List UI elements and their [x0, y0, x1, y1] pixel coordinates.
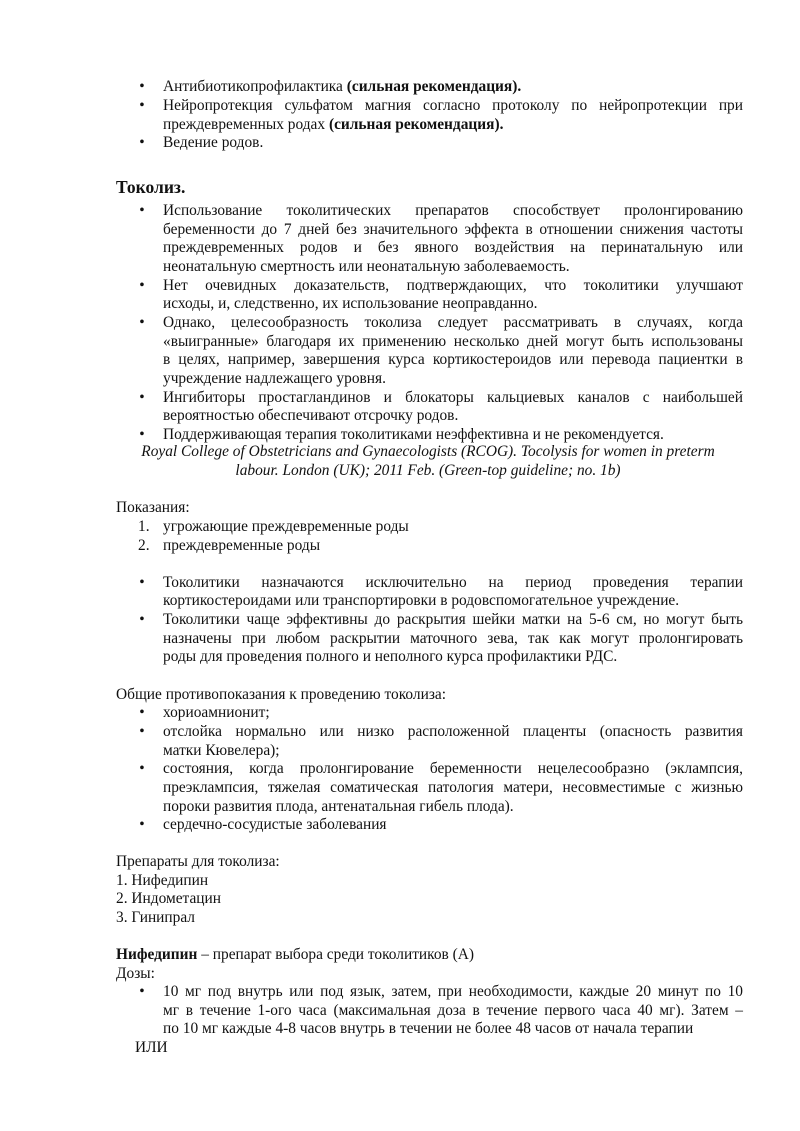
list-item-cont: матки Кювелера);	[163, 742, 280, 759]
bullet: •	[139, 134, 145, 151]
bullet: •	[139, 389, 145, 406]
bullet: •	[139, 314, 145, 331]
list-item-cont: мг в течение 1-ого часа (максимальная доза в течение первого часа 40 мг). Затем –	[163, 1002, 743, 1019]
list-item: Однако, целесообразность токолиза следует рассматривать в случаях, когда	[163, 314, 743, 331]
bullet: •	[139, 202, 145, 219]
list-item-cont: вероятностью обеспечивают отсрочку родов.	[163, 407, 459, 424]
list-item: преждевременные роды	[163, 537, 321, 554]
drug-item: 1. Нифедипин	[116, 872, 209, 889]
bullet: •	[139, 816, 145, 833]
section-heading: Токолиз.	[116, 177, 186, 197]
list-item: угрожающие преждевременные роды	[163, 518, 409, 535]
list-item-cont: в целях, например, завершения курса кортикостероидов или перевода пациентки в	[163, 351, 743, 368]
list-item: Антибиотикопрофилактика (сильная рекомендация).	[163, 78, 522, 95]
list-item-cont: учреждение надлежащего уровня.	[163, 370, 386, 387]
list-item-cont: неонатальную смертность или неонатальную заболеваемость.	[163, 258, 570, 275]
doses-label: Дозы:	[116, 965, 155, 982]
list-item: отслойка нормально или низко расположенной плаценты (опасность развития	[163, 723, 743, 740]
list-item: Поддерживающая терапия токолитиками неэффективна и не рекомендуется.	[163, 426, 664, 443]
list-item-cont: назначены при любом раскрытии маточного зева, так как могут пролонгировать	[163, 630, 743, 647]
list-item: Токолитики чаще эффективны до раскрытия шейки матки на 5-6 см, но могут быть	[163, 611, 743, 628]
or-text: ИЛИ	[135, 1039, 168, 1056]
list-item: сердечно-сосудистые заболевания	[163, 816, 387, 833]
bullet: •	[139, 574, 145, 591]
list-item: Использование токолитических препаратов способствует пролонгированию	[163, 202, 743, 219]
list-item: состояния, когда пролонгирование беременности нецелесообразно (эклампсия,	[163, 760, 743, 777]
list-item-cont: преэклампсия, тяжелая соматическая патология матери, несовместимые с жизнью	[163, 779, 743, 796]
drug-item: 2. Индометацин	[116, 890, 221, 907]
citation-line: labour. London (UK); 2011 Feb. (Green-top guideline; no. 1b)	[235, 462, 621, 479]
list-item: 10 мг под внутрь или под язык, затем, при необходимости, каждые 20 минут по 10	[163, 983, 743, 1000]
list-number: 2.	[138, 537, 150, 554]
drugs-label: Препараты для токолиза:	[116, 853, 280, 870]
contraindications-label: Общие противопоказания к проведению токолиза:	[116, 686, 447, 703]
bullet: •	[139, 611, 145, 628]
list-item-cont: преждевременных родах (сильная рекомендация).	[163, 116, 504, 133]
indications-label: Показания:	[116, 499, 190, 516]
list-item-cont: пороки развития плода, антенатальная гибель плода).	[163, 798, 514, 815]
list-item-cont: исходы, и, следственно, их использование неоправданно.	[163, 295, 538, 312]
citation-line: Royal College of Obstetricians and Gynaecologists (RCOG). Tocolysis for women in preterm	[141, 443, 715, 460]
list-item-cont: беременности до 7 дней без значительного эффекта в отношении снижения частоты	[163, 221, 743, 238]
nifedipine-heading: Нифедипин – препарат выбора среди токолитиков (А)	[116, 946, 475, 963]
list-item: Ингибиторы простагландинов и блокаторы кальциевых каналов с наибольшей	[163, 389, 743, 406]
bullet: •	[139, 78, 145, 95]
list-item: Нет очевидных доказательств, подтверждающих, что токолитики улучшают	[163, 277, 743, 294]
bullet: •	[139, 983, 145, 1000]
bullet: •	[139, 426, 145, 443]
bullet: •	[139, 277, 145, 294]
bullet: •	[139, 723, 145, 740]
list-item: Нейропротекция сульфатом магния согласно протоколу по нейропротекции при	[163, 97, 743, 114]
list-item: Токолитики назначаются исключительно на период проведения терапии	[163, 574, 743, 591]
list-item-cont: «выигранные» благодаря их применению несколько дней могут быть использованы	[163, 333, 743, 350]
drug-item: 3. Гинипрал	[116, 909, 195, 926]
list-item-cont: по 10 мг каждые 4-8 часов внутрь в течении не более 48 часов от начала терапии	[163, 1020, 694, 1037]
list-item-cont: кортикостероидами или транспортировки в родовспомогательное учреждение.	[163, 592, 680, 609]
bullet: •	[139, 760, 145, 777]
list-item: Ведение родов.	[163, 134, 264, 151]
bullet: •	[139, 704, 145, 721]
bullet: •	[139, 97, 145, 114]
list-item: хориоамнионит;	[163, 704, 270, 721]
list-item-cont: роды для проведения полного и неполного курса профилактики РДС.	[163, 648, 618, 665]
list-item-cont: преждевременных родов и без явного воздействия на перинатальную или	[163, 239, 743, 256]
list-number: 1.	[138, 518, 150, 535]
